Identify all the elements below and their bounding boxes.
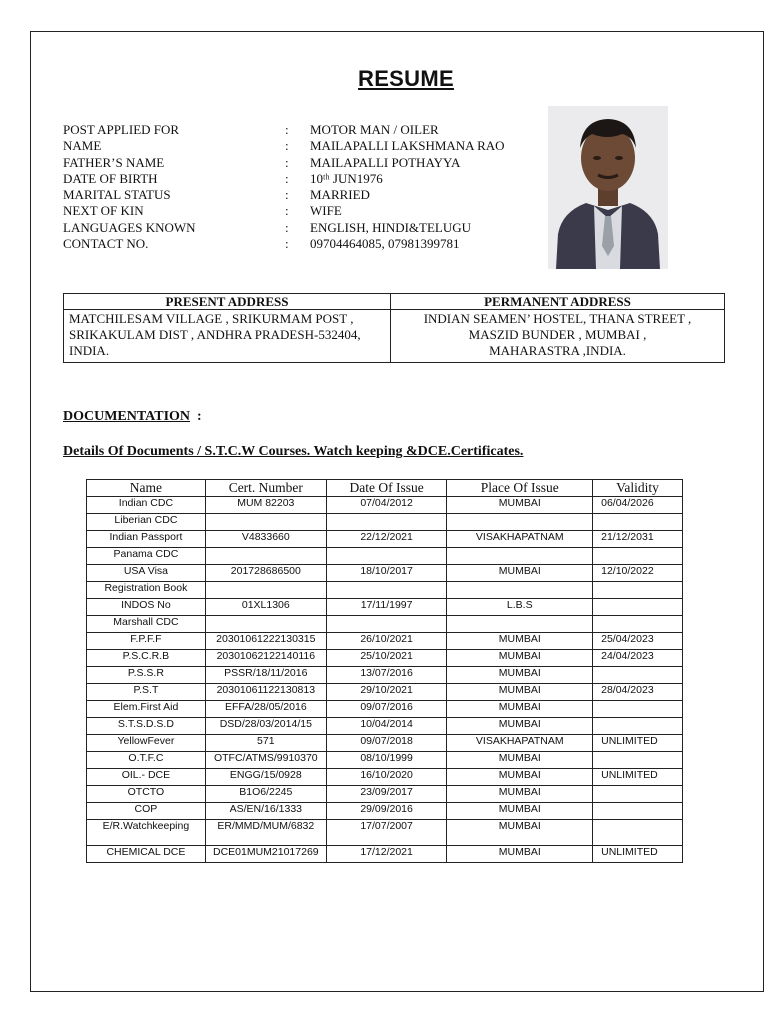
doc-name: Indian CDC: [87, 497, 206, 514]
doc-validity: [593, 616, 683, 633]
documentation-heading-text: DOCUMENTATION: [63, 409, 191, 424]
documentation-subheading: Details Of Documents / S.T.C.W Courses. Watch keeping &DCE.Certificates.: [63, 444, 524, 459]
doc-validity: 06/04/2026: [593, 497, 683, 514]
present-address-line: MATCHILESAM VILLAGE , SRIKURMAM POST ,: [69, 311, 354, 326]
doc-issue-place: MUMBAI: [447, 565, 593, 582]
doc-cert-number: 201728686500: [205, 565, 326, 582]
table-row: [87, 718, 683, 735]
info-label: NEXT OF KIN: [63, 203, 144, 219]
doc-issue-place: VISAKHAPATNAM: [447, 531, 593, 548]
doc-name: P.S.S.R: [87, 667, 206, 684]
permanent-address: [391, 310, 725, 363]
doc-issue-date: 10/04/2014: [326, 718, 447, 735]
doc-cert-number: 01XL1306: [205, 599, 326, 616]
info-value: MAILAPALLI POTHAYYA: [310, 154, 461, 170]
doc-name: Registration Book: [87, 582, 206, 599]
table-row: [87, 846, 683, 863]
info-value: WIFE: [310, 203, 342, 219]
table-row: [87, 803, 683, 820]
doc-issue-place: MUMBAI: [447, 684, 593, 701]
doc-cert-number: AS/EN/16/1333: [205, 803, 326, 820]
doc-validity: 24/04/2023: [593, 650, 683, 667]
column-header: Date Of Issue: [326, 480, 447, 497]
info-row: [63, 171, 533, 187]
doc-issue-place: MUMBAI: [447, 820, 593, 846]
doc-validity: [593, 548, 683, 565]
table-row: [87, 667, 683, 684]
doc-name: Indian Passport: [87, 531, 206, 548]
doc-issue-date: 29/09/2016: [326, 803, 447, 820]
documents-header-row: [87, 480, 683, 497]
info-colon: :: [285, 187, 289, 203]
info-colon: :: [285, 236, 289, 252]
info-label: LANGUAGES KNOWN: [63, 219, 196, 235]
info-colon: :: [285, 138, 289, 154]
doc-cert-number: [205, 582, 326, 599]
doc-name: Marshall CDC: [87, 616, 206, 633]
info-row: [63, 155, 533, 171]
doc-issue-place: MUMBAI: [447, 752, 593, 769]
table-row: [87, 820, 683, 846]
doc-issue-place: [447, 582, 593, 599]
info-row: [63, 187, 533, 203]
table-row: [87, 786, 683, 803]
present-address: [64, 310, 391, 363]
doc-issue-place: MUMBAI: [447, 803, 593, 820]
doc-issue-date: 25/10/2021: [326, 650, 447, 667]
info-value: 09704464085, 07981399781: [310, 236, 460, 252]
info-row: [63, 203, 533, 219]
doc-cert-number: EFFA/28/05/2016: [205, 701, 326, 718]
table-row: [87, 684, 683, 701]
resume-title: RESUME: [358, 66, 454, 91]
permanent-address-header: PERMANENT ADDRESS: [391, 294, 725, 310]
info-colon: :: [285, 219, 289, 235]
doc-name: Liberian CDC: [87, 514, 206, 531]
doc-name: E/R.Watchkeeping: [87, 820, 206, 846]
doc-name: INDOS No: [87, 599, 206, 616]
doc-issue-date: 09/07/2018: [326, 735, 447, 752]
doc-cert-number: ENGG/15/0928: [205, 769, 326, 786]
doc-issue-date: [326, 582, 447, 599]
table-row: [87, 769, 683, 786]
info-label: DATE OF BIRTH: [63, 170, 158, 186]
doc-name: USA Visa: [87, 565, 206, 582]
doc-validity: [593, 582, 683, 599]
table-row: [87, 735, 683, 752]
doc-cert-number: 20301062122140116: [205, 650, 326, 667]
doc-validity: [593, 718, 683, 735]
table-row: [87, 752, 683, 769]
table-row: [87, 701, 683, 718]
doc-issue-place: MUMBAI: [447, 497, 593, 514]
table-row: [87, 599, 683, 616]
portrait-photo: [548, 106, 668, 269]
address-header-row: [64, 294, 725, 310]
documentation-heading: [63, 409, 202, 425]
info-row: [63, 236, 533, 252]
doc-validity: 12/10/2022: [593, 565, 683, 582]
info-value: ENGLISH, HINDI&TELUGU: [310, 219, 472, 235]
portrait-photo-icon: [548, 106, 668, 269]
doc-cert-number: [205, 514, 326, 531]
doc-issue-date: 08/10/1999: [326, 752, 447, 769]
doc-name: CHEMICAL DCE: [87, 846, 206, 863]
doc-validity: [593, 701, 683, 718]
doc-issue-place: MUMBAI: [447, 650, 593, 667]
doc-cert-number: DCE01MUM21017269: [205, 846, 326, 863]
doc-issue-date: 17/07/2007: [326, 820, 447, 846]
info-label: POST APPLIED FOR: [63, 122, 180, 137]
doc-name: OIL.- DCE: [87, 769, 206, 786]
doc-cert-number: V4833660: [205, 531, 326, 548]
doc-validity: [593, 820, 683, 846]
table-row: [87, 650, 683, 667]
doc-name: F.P.F.F: [87, 633, 206, 650]
doc-cert-number: OTFC/ATMS/9910370: [205, 752, 326, 769]
present-address-header: PRESENT ADDRESS: [64, 294, 391, 310]
doc-issue-date: 22/12/2021: [326, 531, 447, 548]
permanent-address-line: INDIAN SEAMEN’ HOSTEL, THANA STREET ,: [423, 311, 692, 326]
doc-name: P.S.T: [87, 684, 206, 701]
doc-issue-date: 26/10/2021: [326, 633, 447, 650]
doc-issue-date: 18/10/2017: [326, 565, 447, 582]
doc-name: S.T.S.D.S.D: [87, 718, 206, 735]
info-row: [63, 220, 533, 236]
table-row: [87, 582, 683, 599]
info-label: MARITAL STATUS: [63, 187, 171, 203]
info-value: MOTOR MAN / OILER: [310, 122, 439, 137]
doc-issue-place: [447, 514, 593, 531]
info-label: NAME: [63, 138, 102, 154]
doc-validity: [593, 752, 683, 769]
doc-validity: [593, 803, 683, 820]
info-value: MAILAPALLI LAKSHMANA RAO: [310, 138, 505, 154]
info-label: FATHER’S NAME: [63, 154, 165, 170]
doc-issue-date: [326, 514, 447, 531]
doc-issue-place: L.B.S: [447, 599, 593, 616]
doc-cert-number: 20301061122130813: [205, 684, 326, 701]
column-header: Name: [87, 480, 206, 497]
doc-name: YellowFever: [87, 735, 206, 752]
doc-issue-date: 17/12/2021: [326, 846, 447, 863]
doc-issue-date: 17/11/1997: [326, 599, 447, 616]
doc-issue-date: 07/04/2012: [326, 497, 447, 514]
doc-issue-place: MUMBAI: [447, 667, 593, 684]
doc-issue-date: [326, 616, 447, 633]
doc-issue-date: 13/07/2016: [326, 667, 447, 684]
doc-cert-number: B1O6/2245: [205, 786, 326, 803]
doc-issue-place: MUMBAI: [447, 846, 593, 863]
table-row: [87, 616, 683, 633]
doc-validity: 28/04/2023: [593, 684, 683, 701]
doc-validity: UNLIMITED: [593, 769, 683, 786]
doc-issue-place: MUMBAI: [447, 786, 593, 803]
doc-issue-place: [447, 548, 593, 565]
doc-issue-place: VISAKHAPATNAM: [447, 735, 593, 752]
doc-name: Elem.First Aid: [87, 701, 206, 718]
table-row: [87, 497, 683, 514]
doc-name: O.T.F.C: [87, 752, 206, 769]
info-row: [63, 138, 533, 154]
doc-name: COP: [87, 803, 206, 820]
doc-name: OTCTO: [87, 786, 206, 803]
info-colon: :: [285, 203, 289, 219]
doc-validity: [593, 599, 683, 616]
doc-issue-date: 09/07/2016: [326, 701, 447, 718]
permanent-address-line: MAHARASTRA ,INDIA.: [489, 343, 626, 358]
doc-issue-date: 29/10/2021: [326, 684, 447, 701]
doc-issue-place: MUMBAI: [447, 718, 593, 735]
info-colon: :: [285, 122, 289, 137]
doc-cert-number: ER/MMD/MUM/6832: [205, 820, 326, 846]
documentation-colon: :: [197, 409, 202, 424]
personal-details: [63, 122, 533, 252]
table-row: [87, 548, 683, 565]
doc-name: P.S.C.R.B: [87, 650, 206, 667]
doc-validity: 25/04/2023: [593, 633, 683, 650]
doc-issue-place: [447, 616, 593, 633]
present-address-line: SRIKAKULAM DIST , ANDHRA PRADESH-532404,: [69, 327, 361, 342]
address-body-row: [64, 310, 725, 363]
doc-issue-date: 23/09/2017: [326, 786, 447, 803]
column-header: Cert. Number: [205, 480, 326, 497]
address-table: [63, 293, 725, 363]
column-header: Validity: [593, 480, 683, 497]
table-row: [87, 565, 683, 582]
doc-validity: 21/12/2031: [593, 531, 683, 548]
info-colon: :: [285, 170, 289, 186]
table-row: [87, 514, 683, 531]
doc-cert-number: 571: [205, 735, 326, 752]
info-value: MARRIED: [310, 187, 370, 203]
doc-validity: UNLIMITED: [593, 846, 683, 863]
doc-issue-place: MUMBAI: [447, 633, 593, 650]
column-header: Place Of Issue: [447, 480, 593, 497]
doc-validity: UNLIMITED: [593, 735, 683, 752]
doc-cert-number: MUM 82203: [205, 497, 326, 514]
doc-issue-place: MUMBAI: [447, 769, 593, 786]
info-label: CONTACT NO.: [63, 236, 149, 252]
doc-validity: [593, 667, 683, 684]
doc-issue-date: [326, 548, 447, 565]
documents-table: [86, 479, 683, 863]
doc-name: Panama CDC: [87, 548, 206, 565]
doc-validity: [593, 786, 683, 803]
doc-issue-place: MUMBAI: [447, 701, 593, 718]
permanent-address-line: MASZID BUNDER , MUMBAI ,: [468, 327, 647, 342]
doc-issue-date: 16/10/2020: [326, 769, 447, 786]
info-colon: :: [285, 154, 289, 170]
doc-cert-number: DSD/28/03/2014/15: [205, 718, 326, 735]
doc-validity: [593, 514, 683, 531]
info-value: 10ᵗʰ JUN1976: [310, 170, 383, 186]
doc-cert-number: 20301061222130315: [205, 633, 326, 650]
info-row: [63, 122, 533, 138]
table-row: [87, 531, 683, 548]
table-row: [87, 633, 683, 650]
present-address-line: INDIA.: [69, 343, 110, 358]
doc-cert-number: PSSR/18/11/2016: [205, 667, 326, 684]
doc-cert-number: [205, 548, 326, 565]
doc-cert-number: [205, 616, 326, 633]
